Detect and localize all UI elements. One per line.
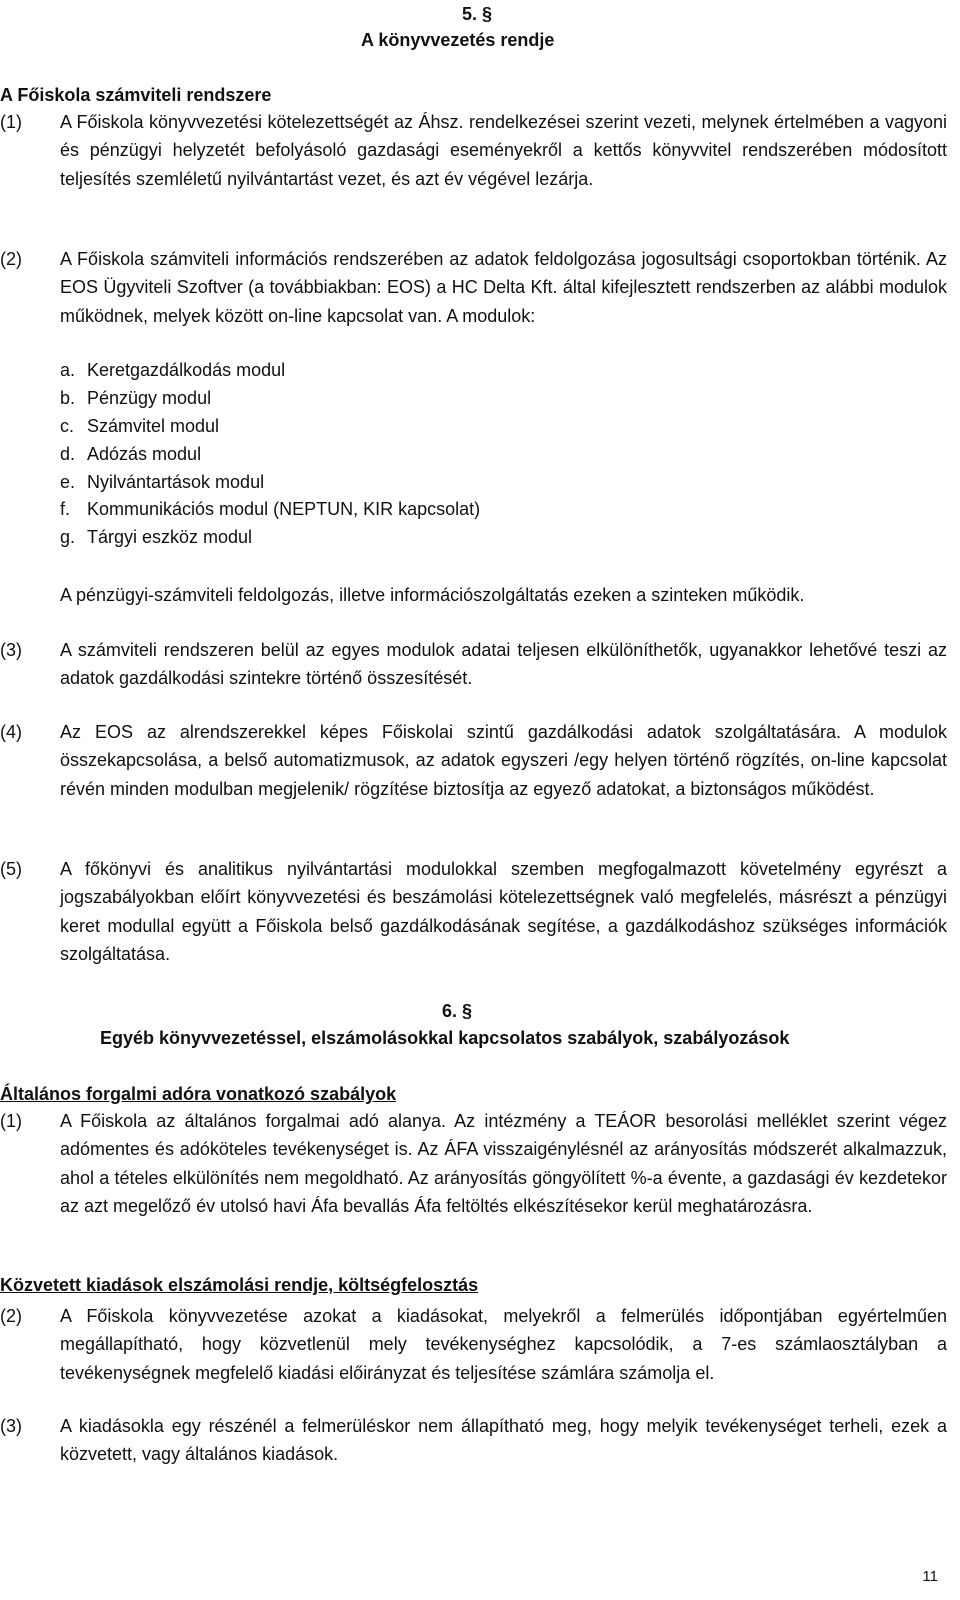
paragraph-text: A Főiskola számviteli információs rendszerében az adatok feldolgozása jogosultsági csoportokban történik. Az EOS Ügyviteli Szoftver (a továbbiakban: EOS) a HC Delta Kft. által kifejlesztett rendszerben az alábbi modulok működnek, melyek között on-line kapcsolat van. A modulok:: [60, 249, 947, 326]
paragraph-text: A Főiskola könyvvezetése azokat a kiadásokat, melyekről a felmerülés időpontjában egyértelműen megállapítható, hogy közvetlenül mely tevékenységhez kapcsolódik, a 7-es számlaosztályban a tevékenységnek megfelelő kiadási előirányzat és teljesítése számlára számolja el.: [60, 1306, 947, 1383]
list-label: a.: [60, 360, 76, 380]
list-text: Adózás modul: [87, 443, 202, 464]
paragraph-number: (3): [0, 1416, 22, 1436]
paragraph-text: Az EOS az alrendszerekkel képes Főiskolai szintű gazdálkodási adatok szolgáltatására. A modulok összekapcsolása, a belső automatizmusok, az adatok egyszeri /egy helyen történő rögzítés, on-line kapcsolat révén minden modulban megjelenik/ rögzítése biztosítja az egyező adatokat, a biztonságos működést.: [60, 722, 947, 799]
list-text: Kommunikációs modul (NEPTUN, KIR kapcsolat): [87, 499, 481, 520]
list-text: Nyilvántartások modul: [87, 471, 265, 492]
paragraph-text: A Főiskola az általános forgalmai adó alanya. Az intézmény a TEÁOR besorolási melléklet szerint végez adómentes és adóköteles tevékenységet is. Az ÁFA visszaigénylésnél az arányosítás módszerét alkalmazzuk, ahol a tételes elkülönítés nem megoldható. Az arányosítás göngyölített %-a évente, a gazdasági év kezdetekor az azt megelőző év utolsó havi Áfa bevallás Áfa feltöltés elkészítésekor kerül meghatározásra.: [60, 1111, 947, 1216]
list-text: Tárgyi eszköz modul: [87, 527, 253, 548]
paragraph-text: A számviteli rendszeren belül az egyes modulok adatai teljesen elkülöníthetők, ugyanakkor lehetővé teszi az adatok gazdálkodási szintekre történő összesítését.: [60, 640, 947, 689]
section-5-title: A könyvvezetés rendje: [361, 30, 555, 50]
paragraph-number: (2): [0, 249, 22, 269]
section-6-number: 6. §: [442, 1001, 473, 1021]
paragraph-text: A főkönyvi és analitikus nyilvántartási modulokkal szemben megfogalmazott követelmény egyrészt a jogszabályokban előírt könyvvezetési és beszámolási kötelezettségnek való megfelelés, másrészt a pénzügyi keret modullal együtt a Főiskola belső gazdálkodásának segítése, a gazdálkodáshoz szükséges információk szolgáltatása.: [60, 859, 947, 964]
paragraph-text: A Főiskola könyvvezetési kötelezettségét az Áhsz. rendelkezései szerint vezeti, melynek értelmében a vagyoni és pénzügyi helyzetét befolyásoló gazdasági eseményekről a kettős könyvvitel rendszerében módosított teljesítés szemléletű nyilvántartást vezet, és azt év végével lezárja.: [60, 112, 947, 189]
processing-summary: A pénzügyi-számviteli feldolgozás, illetve információszolgáltatás ezeken a szinteken működik.: [60, 585, 805, 605]
paragraph-number: (2): [0, 1306, 22, 1326]
paragraph-text: A kiadásokla egy részénél a felmerüléskor nem állapítható meg, hogy melyik tevékenységet terheli, ezek a közvetett, vagy általános kiadások.: [60, 1416, 947, 1465]
paragraph-number: (1): [0, 112, 22, 132]
section-5-number: 5. §: [462, 4, 493, 24]
paragraph-number: (4): [0, 722, 22, 742]
list-label: e.: [60, 471, 76, 492]
paragraph-number: (1): [0, 1111, 22, 1131]
subheading-vat-rules: Általános forgalmi adóra vonatkozó szabályok: [0, 1084, 397, 1104]
list-label: b.: [60, 387, 76, 408]
paragraph-number: (3): [0, 640, 22, 660]
list-text: Számvitel modul: [87, 415, 220, 436]
list-label: c.: [60, 415, 75, 436]
list-label: f.: [60, 499, 71, 520]
subheading-indirect-costs: Közvetett kiadások elszámolási rendje, költségfelosztás: [0, 1275, 479, 1295]
list-text: Keretgazdálkodás modul: [87, 360, 286, 380]
section-6-title: Egyéb könyvvezetéssel, elszámolásokkal kapcsolatos szabályok, szabályozások: [100, 1028, 790, 1048]
page-number: 11: [922, 1568, 938, 1585]
paragraph-number: (5): [0, 859, 22, 879]
list-label: d.: [60, 443, 76, 464]
list-text: Pénzügy modul: [87, 387, 212, 408]
subheading-accounting-system: A Főiskola számviteli rendszere: [0, 85, 272, 105]
list-label: g.: [60, 527, 76, 548]
